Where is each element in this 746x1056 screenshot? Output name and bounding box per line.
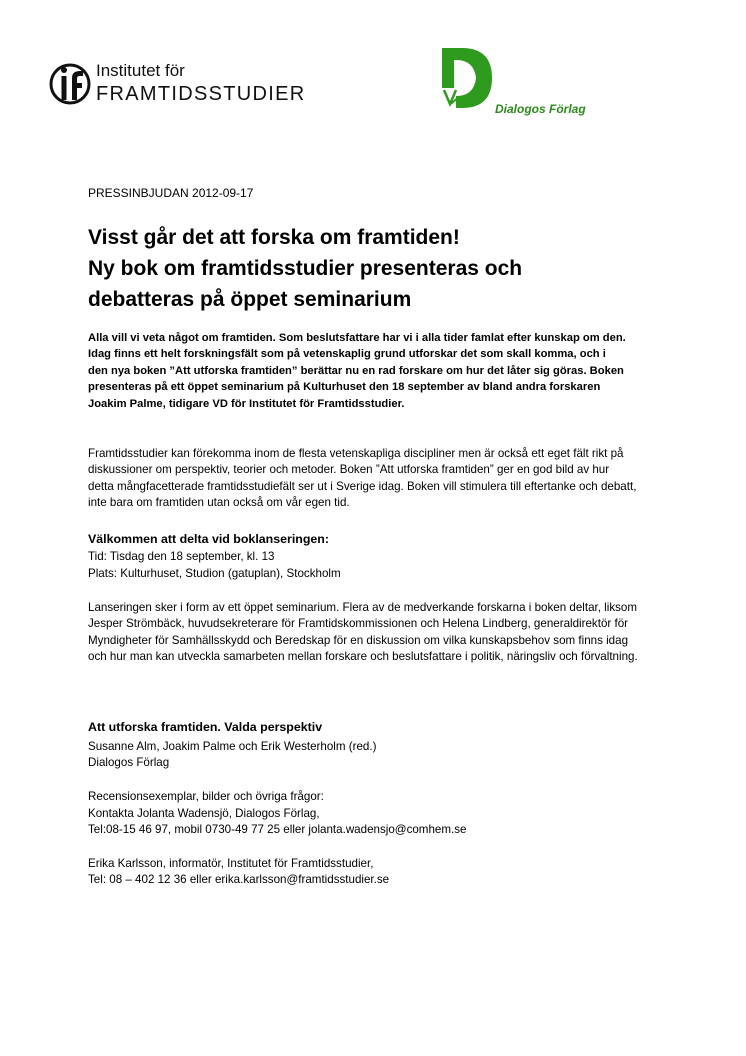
book-title: Att utforska framtiden. Valda perspektiv bbox=[88, 720, 323, 734]
lead-paragraph: Alla vill vi veta något om framtiden. Som beslutsfattare har vi i alla tider famlat efter kunskap om den. Idag finns ett helt forskningsfält som på vetenskaplig grund utforskar det som skall komma, och i den nya boken ”Att utforska framtiden” berättar nu en rad forskare om hur det låter sig göras. Boken presenteras på ett öppet seminarium på Kulturhuset den 18 september av bland andra forskaren Joakim Palme, tidigare VD för Institutet för Framtidsstudier. bbox=[88, 332, 626, 410]
institute-logo bbox=[48, 58, 308, 114]
contact-name: Erika Karlsson, informatör, Institutet för Framtidsstudier, bbox=[88, 857, 374, 870]
dialogos-d-icon bbox=[436, 46, 496, 116]
headline bbox=[88, 222, 668, 315]
event-time: Tid: Tisdag den 18 september, kl. 13 bbox=[88, 550, 275, 563]
institute-name-line2: FRAMTIDSSTUDIER bbox=[96, 83, 306, 105]
headline-line: Visst går det att forska om framtiden! bbox=[88, 226, 460, 249]
press-date: PRESSINBJUDAN 2012-09-17 bbox=[88, 186, 254, 200]
institute-name-line1: Institutet för bbox=[96, 61, 185, 80]
publisher-logo bbox=[436, 46, 606, 122]
body-paragraph: Framtidsstudier kan förekomma inom de flesta vetenskapliga discipliner men är också ett eget fält rikt på diskussioner om perspektiv, teorier och metoder. Boken ”Att utforska framtiden” ger en god bild av hur detta mångfacetterade framtidsstudiefält ser ut i Sverige idag. Boken vill stimulera till eftertanke och debatt, inte bara om framtiden utan också om vår egen tid. bbox=[88, 447, 637, 510]
institute-logo-icon bbox=[48, 58, 92, 114]
headline-line: Ny bok om framtidsstudier presenteras och bbox=[88, 257, 523, 280]
book-authors: Susanne Alm, Joakim Palme och Erik Westerholm (red.) bbox=[88, 740, 377, 753]
book-publisher: Dialogos Förlag bbox=[88, 756, 170, 769]
contact-phone-email: Tel: 08 – 402 12 36 eller erika.karlsson@framtidsstudier.se bbox=[88, 873, 390, 886]
contact-intro: Recensionsexemplar, bilder och övriga frågor: bbox=[88, 790, 324, 803]
headline-line: debatteras på öppet seminarium bbox=[88, 288, 412, 311]
publisher-name: Dialogos Förlag bbox=[495, 102, 586, 116]
contact-name: Kontakta Jolanta Wadensjö, Dialogos Förlag, bbox=[88, 807, 320, 820]
body-paragraph: Lanseringen sker i form av ett öppet seminarium. Flera av de medverkande forskarna i boken deltar, liksom Jesper Strömbäck, huvudsekreterare för Framtidskommissionen och Helena Lindberg, generaldirektör för Myndigheter för Samhällsskydd och Beredskap för en diskussion om vilka kunskapsbehov som finns idag och hur man kan utveckla samarbeten mellan forskare och beslutsfattare i politik, näringsliv och förvaltning. bbox=[88, 601, 638, 664]
event-place: Plats: Kulturhuset, Studion (gatuplan), Stockholm bbox=[88, 567, 341, 580]
contact-phone-email: Tel:08-15 46 97, mobil 0730-49 77 25 eller jolanta.wadensjo@comhem.se bbox=[88, 823, 467, 836]
welcome-heading: Välkommen att delta vid boklanseringen: bbox=[88, 532, 329, 546]
